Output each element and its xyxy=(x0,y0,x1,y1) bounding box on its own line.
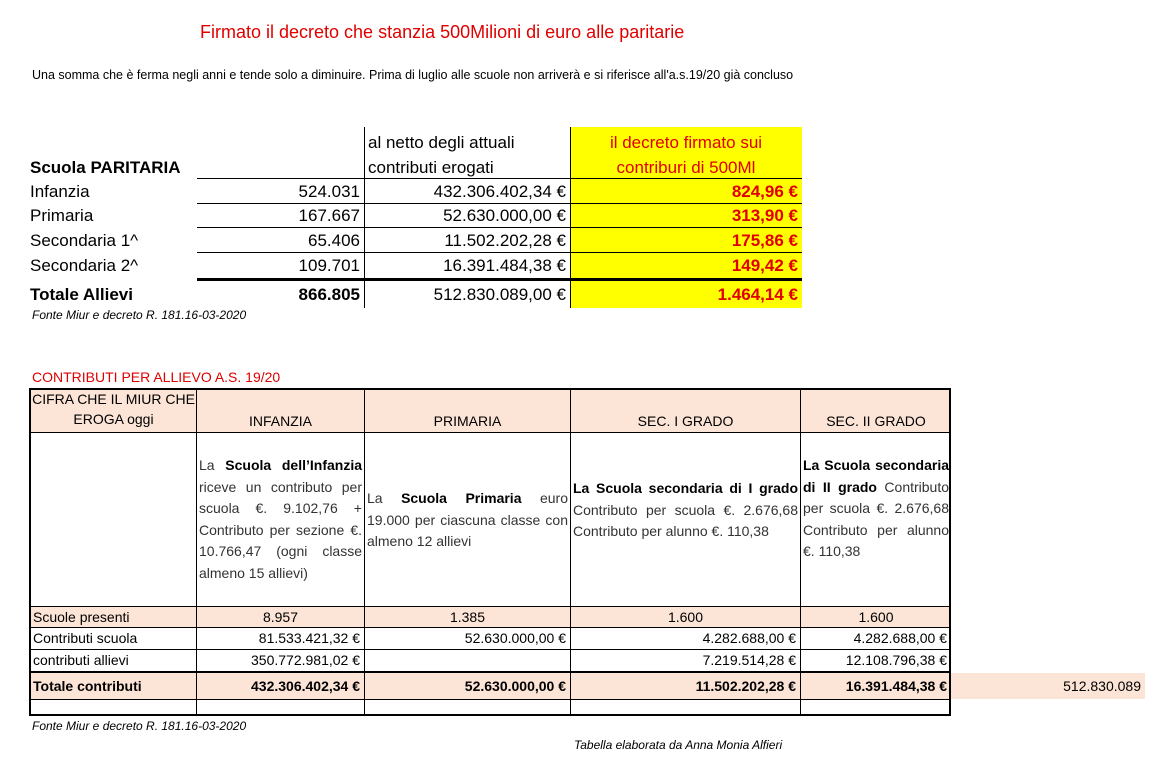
header-netto-line1: al netto degli attuali xyxy=(368,133,515,152)
desc-primaria: La Scuola Primaria euro 19.000 per ciascuna classe con almeno 12 allievi xyxy=(367,490,568,549)
row-netto: 432.306.402,34 € xyxy=(433,182,566,201)
scuole-infanzia: 8.957 xyxy=(262,609,299,625)
row-label-contributi-scuola: Contributi scuola xyxy=(33,630,138,646)
contributi-scuola-infanzia: 81.533.421,32 € xyxy=(258,630,360,646)
header-netto-line2: contributi erogati xyxy=(368,158,494,177)
header-sec-i-grado: SEC. I GRADO xyxy=(637,413,734,429)
contributi-scuola-primaria: 52.630.000,00 € xyxy=(464,630,566,646)
source-note: Fonte Miur e decreto R. 181.16-03-2020 xyxy=(32,308,247,322)
header-sec-ii-grado: SEC. II GRADO xyxy=(826,413,926,429)
scuole-sec1: 1.600 xyxy=(667,609,704,625)
divider xyxy=(29,606,951,607)
divider xyxy=(29,699,951,700)
desc-sec-ii-grado: La Scuola secondaria di II grado Contributo per scuola €. 2.676,68 Contributo per alunno €. 110,38 xyxy=(803,457,950,559)
contributi-allievi-sec1: 7.219.514,28 € xyxy=(702,652,796,668)
header-infanzia: INFANZIA xyxy=(248,413,312,429)
row-allievi: 167.667 xyxy=(298,206,360,225)
total-label: Totale Allievi xyxy=(30,285,133,304)
total-sec2: 16.391.484,38 € xyxy=(845,678,947,694)
corner-header-line1: CIFRA CHE IL MIUR CHE xyxy=(32,391,195,407)
header-scuola-paritaria: Scuola PARITARIA xyxy=(30,158,181,177)
total-sec1: 11.502.202,28 € xyxy=(695,678,796,694)
total-infanzia: 432.306.402,34 € xyxy=(251,678,360,694)
contributi-allievi-infanzia: 350.772.981,02 € xyxy=(251,652,360,668)
row-decreto: 313,90 € xyxy=(731,206,798,225)
row-allievi: 524.031 xyxy=(298,182,360,201)
row-label: Secondaria 1^ xyxy=(30,231,139,250)
page-subtitle: Una somma che è ferma negli anni e tende solo a diminuire. Prima di luglio alle scuole non arriverà e si riferisce all'a.s.19/20 già concluso xyxy=(32,68,794,82)
source-note-2: Fonte Miur e decreto R. 181.16-03-2020 xyxy=(32,719,247,733)
divider xyxy=(29,627,951,628)
credit-note: Tabella elaborata da Anna Monia Alfieri xyxy=(574,738,783,752)
scuole-primaria: 1.385 xyxy=(449,609,486,625)
desc-infanzia: La Scuola dell’Infanzia riceve un contributo per scuola €. 9.102,76 + Contributo per sezione €. 10.766,47 (ogni classe almeno 15 allievi) xyxy=(199,457,363,581)
row-decreto: 824,96 € xyxy=(731,182,798,201)
total-rule xyxy=(197,278,802,281)
header-primaria: PRIMARIA xyxy=(433,413,502,429)
divider xyxy=(29,671,951,673)
row-label: Primaria xyxy=(30,206,94,225)
divider xyxy=(29,432,951,433)
row-divider xyxy=(197,252,802,253)
contributi-scuola-sec1: 4.282.688,00 € xyxy=(702,630,796,646)
contributi-allievi-sec2: 12.108.796,38 € xyxy=(845,652,947,668)
row-netto: 52.630.000,00 € xyxy=(443,206,566,225)
row-label: Infanzia xyxy=(30,182,90,201)
header-decreto-line1: il decreto firmato sui xyxy=(609,133,763,152)
row-netto: 11.502.202,28 € xyxy=(444,231,566,250)
total-decreto: 1.464,14 € xyxy=(717,285,798,304)
row-allievi: 65.406 xyxy=(308,231,360,250)
grand-total: 512.830.089 xyxy=(1063,678,1141,694)
row-divider xyxy=(197,227,802,228)
table2-title: CONTRIBUTI PER ALLIEVO A.S. 19/20 xyxy=(32,369,281,385)
scuole-sec2: 1.600 xyxy=(858,609,894,625)
row-decreto: 149,42 € xyxy=(731,256,798,275)
contributi-scuola-sec2: 4.282.688,00 € xyxy=(853,630,947,646)
total-allievi: 866.805 xyxy=(298,285,360,304)
row-decreto: 175,86 € xyxy=(731,231,798,250)
total-contributi-label: Totale contributi xyxy=(33,678,142,694)
header-underline xyxy=(197,178,802,179)
total-primaria: 52.630.000,00 € xyxy=(464,678,566,694)
header-decreto-line2: contriburi di 500Ml xyxy=(616,158,756,177)
desc-sec-i-grado: La Scuola secondaria di I grado Contributo per scuola €. 2.676,68 Contributo per alunno €. 110,38 xyxy=(573,480,798,539)
row-label-scuole: Scuole presenti xyxy=(33,609,130,625)
row-netto: 16.391.484,38 € xyxy=(443,256,566,275)
divider xyxy=(29,649,951,650)
row-allievi: 109.701 xyxy=(298,256,360,275)
page-title: Firmato il decreto che stanzia 500Milioni di euro alle paritarie xyxy=(200,22,685,42)
corner-header-line2: EROGA oggi xyxy=(73,411,154,427)
row-label: Secondaria 2^ xyxy=(30,256,139,275)
total-netto: 512.830.089,00 € xyxy=(433,285,566,304)
row-label-contributi-allievi: contributi allievi xyxy=(33,652,129,668)
